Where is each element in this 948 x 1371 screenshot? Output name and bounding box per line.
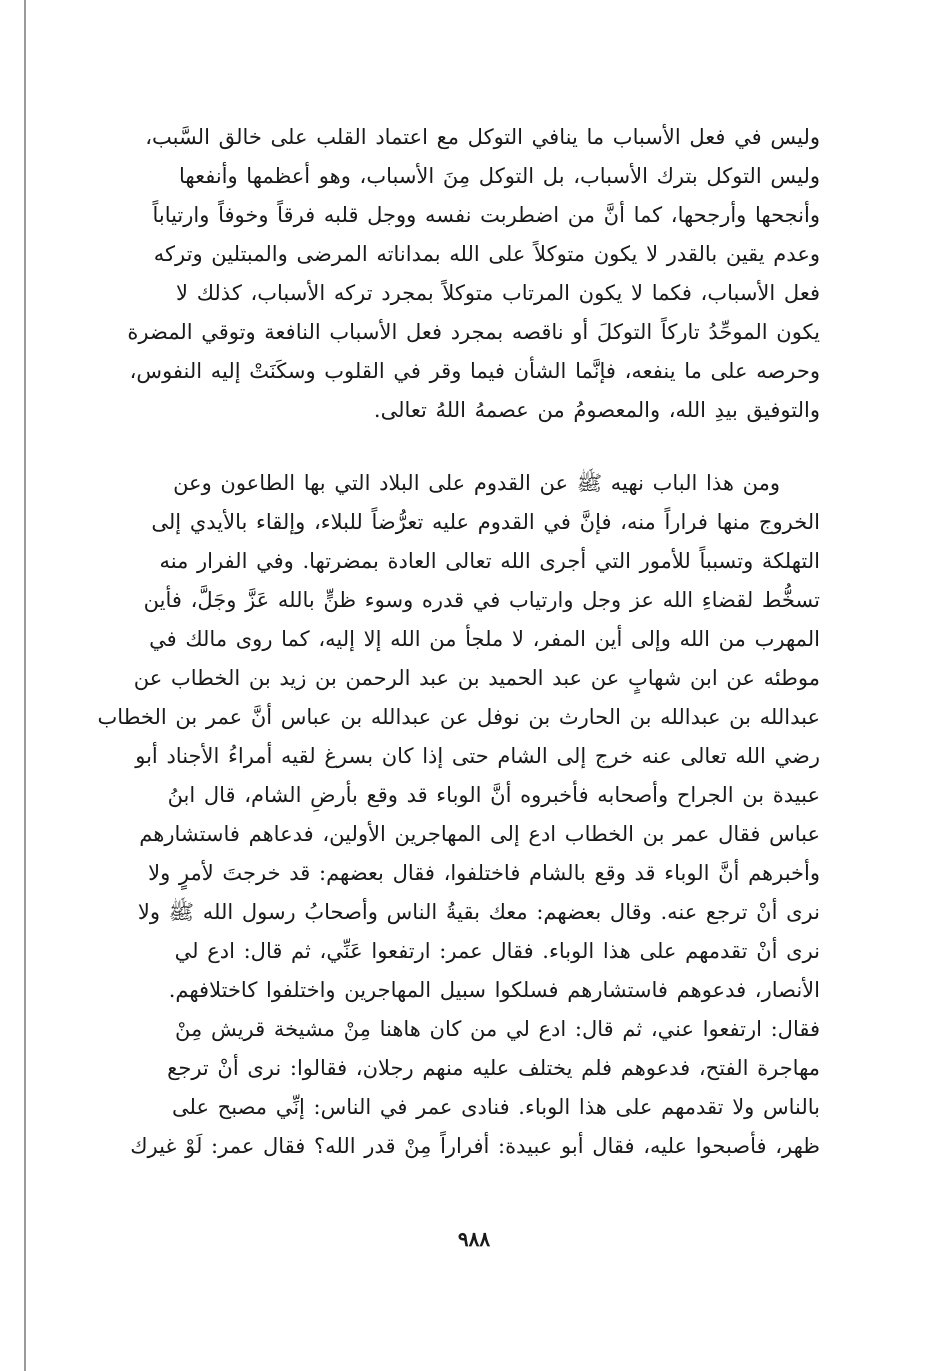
text-line: مهاجرة الفتح، فدعوهم فلم يختلف عليه منهم رجلان، فقالوا: نرى أنْ ترجع <box>167 1056 820 1080</box>
text-line: فقال: ارتفعوا عني، ثم قال: ادع لي من كان هاهنا مِنْ مشيخة قريش مِنْ <box>175 1017 820 1041</box>
page-body <box>92 118 820 1166</box>
text-line: الخروج منها فراراً منه، فإنَّ في القدوم عليه تعرُّضاً للبلاء، وإلقاء بالأيدي إلى <box>151 510 820 534</box>
text-line: وعدم يقين بالقدر لا يكون متوكلاً على الله بمداناته المرضى والمبتلين وتركه <box>153 242 820 266</box>
scan-edge-line <box>24 0 26 1371</box>
text-line: الأنصار، فدعوهم فاستشارهم فسلكوا سبيل المهاجرين واختلفوا كاختلافهم. <box>168 978 820 1002</box>
text-line: وحرصه على ما ينفعه، فإنَّما الشأن فيما وقر في القلوب وسكَنَتْ إليه النفوس، <box>129 359 820 383</box>
text-line: التهلكة وتسبباً للأمور التي أجرى الله تعالى العادة بمضرتها. وفي الفرار منه <box>159 549 820 573</box>
page-number: ٩٨٨ <box>457 1227 491 1251</box>
text-line: يكون الموحِّدُ تاركاً التوكلَ أو ناقصه بمجرد فعل الأسباب النافعة وتوقي المضرة <box>127 320 820 344</box>
paragraph-2 <box>92 464 820 1166</box>
text-line: عبدالله بن عبدالله بن الحارث بن نوفل عن عبدالله بن عباس أنَّ عمر بن الخطاب <box>97 705 820 729</box>
text-line: وليس في فعل الأسباب ما ينافي التوكل مع اعتماد القلب على خالق السَّبب، <box>145 125 820 149</box>
text-line: وليس التوكل بترك الأسباب، بل التوكل مِنَ الأسباب، وهو أعظمها وأنفعها <box>178 164 820 188</box>
text-line: ظهر، فأصبحوا عليه، فقال أبو عبيدة: أفراراً مِنْ قدر الله؟ فقال عمر: لَوْ غيرك <box>130 1134 820 1158</box>
text-line: المهرب من الله وإلى أين المفر، لا ملجأ من الله إلا إليه، كما روى مالك في <box>149 627 820 651</box>
text-line: نرى أنْ ترجع عنه. وقال بعضهم: معك بقيةُ الناس وأصحابُ رسول الله ﷺ ولا <box>137 900 820 924</box>
text-line: موطئه عن ابن شهابٍ عن عبد الحميد بن عبد الرحمن بن زيد بن الخطاب عن <box>133 666 820 690</box>
text-line: بالناس ولا تقدمهم على هذا الوباء. فنادى عمر في الناس: إنِّي مصبح على <box>172 1095 820 1119</box>
text-line: رضي الله تعالى عنه خرج إلى الشام حتى إذا كان بسرغ لقيه أمراءُ الأجناد أبو <box>135 744 820 768</box>
text-line: عبيدة بن الجراح وأصحابه فأخبروه أنَّ الوباء قد وقع بأرضِ الشام، قال ابنُ <box>167 783 820 807</box>
text-line: ومن هذا الباب نهيه ﷺ عن القدوم على البلاد التي بها الطاعون وعن <box>173 471 780 495</box>
text-line: والتوفيق بيدِ الله، والمعصومُ من عصمهُ اللهُ تعالى. <box>373 398 820 422</box>
text-line: وأخبرهم أنَّ الوباء قد وقع بالشام فاختلفوا، فقال بعضهم: قد خرجتَ لأمرٍ ولا <box>148 861 820 885</box>
text-line: عباس فقال عمر بن الخطاب ادع إلى المهاجرين الأولين، فدعاهم فاستشارهم <box>139 822 820 846</box>
text-line: تسخُّط لقضاءِ الله عز وجل وارتياب في قدره وسوء ظنٍّ بالله عَزَّ وجَلَّ، فأين <box>143 588 820 612</box>
text-line: نرى أنْ تقدمهم على هذا الوباء. فقال عمر: ارتفعوا عَنِّي، ثم قال: ادع لي <box>174 939 820 963</box>
paragraph-spacer <box>92 430 820 464</box>
text-line: فعل الأسباب، فكما لا يكون المرتاب متوكلاً بمجرد تركه الأسباب، كذلك لا <box>176 281 820 305</box>
text-line: وأنجحها وأرجحها، كما أنَّ من اضطربت نفسه ووجل قلبه فرقاً وخوفاً وارتياباً <box>152 203 820 227</box>
paragraph-1 <box>92 118 820 430</box>
